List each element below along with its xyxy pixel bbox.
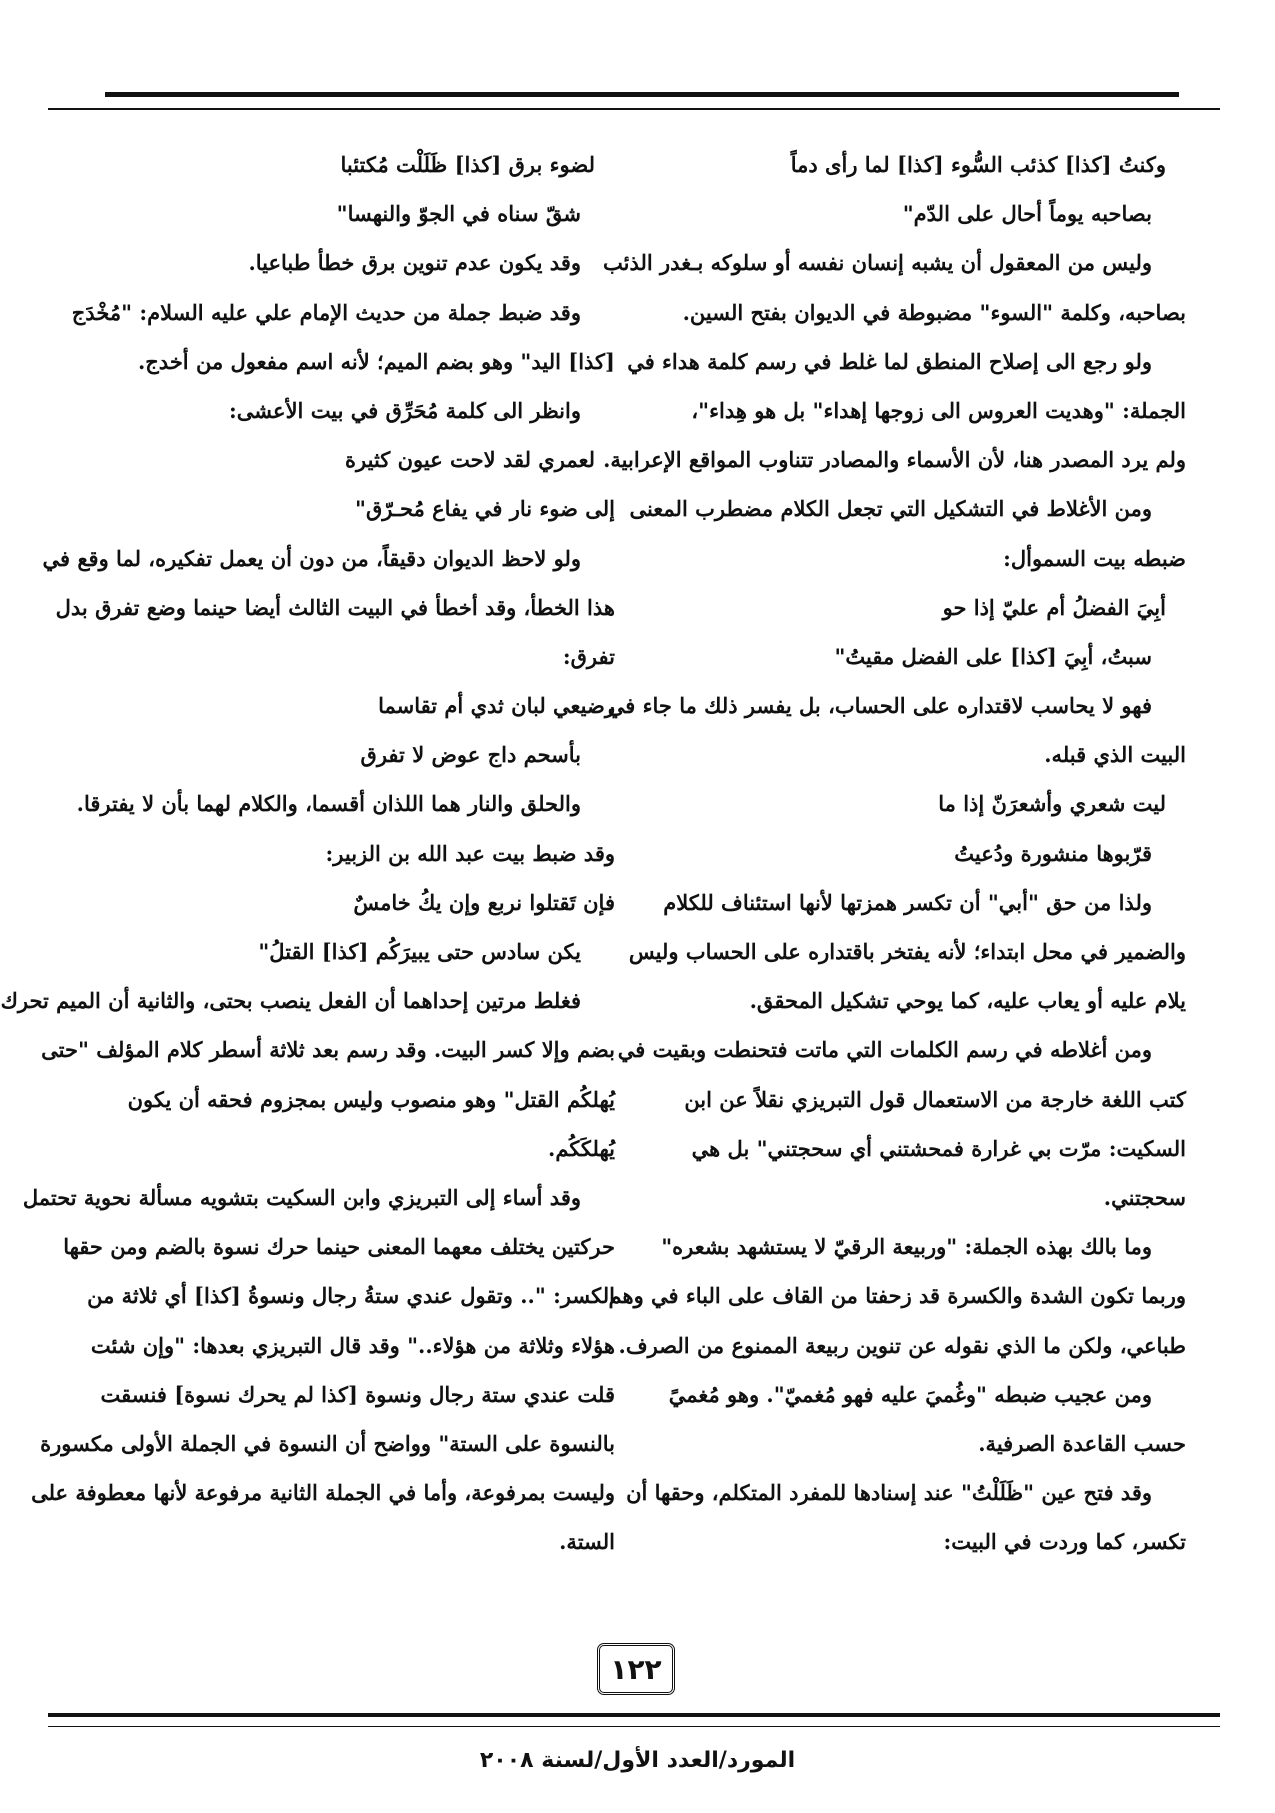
text-line: الجملة: "وهديت العروس الى زوجها إهداء" بل هو هِداء"، [691,397,1186,423]
text-line: ومن أغلاطه في رسم الكلمات التي ماتت فتحنطت وبقيت في [617,1037,1152,1063]
text-line: والحلق والنار هما اللذان أقسما، والكلام لهما بأن لا يفترقا. [76,791,581,817]
text-line: وقد ضبط بيت عبد الله بن الزبير: [325,840,615,866]
text-line: وما بالك بهذه الجملة: "وربيعة الرقيّ لا يستشهد بشعره" [661,1234,1152,1260]
text-line: ولذا من حق "أبي" أن تكسر همزتها لأنها استئناف للكلام [663,889,1152,915]
text-line: وربما تكون الشدة والكسرة قد زحفتا من القاف على الباء في وهم [608,1283,1186,1309]
text-line: وقد فتح عين "ظَلَلْتُ" عند إسنادها للمفرد المتكلم، وحقها أن [626,1480,1152,1506]
text-line: لضوء برق [كذا] ظَلَلْت مُكتئبا [340,152,595,177]
text-line: سبتُ، أبِيَ [كذا] على الفضل مقيتُ" [834,643,1152,669]
text-line: ومن عجيب ضبطه "وغُميَ عليه فهو مُغميّ". وهو مُغميً [668,1381,1152,1407]
text-line: رضيعي لبان ثدي أم تقاسما [378,693,615,719]
header-rule-thick [105,92,1179,97]
text-line: يُهلكُم القتل" وهو منصوب وليس بمجزوم فحقه أن يكون [127,1086,615,1112]
text-line: وقد أساء إلى التبريزي وابن السكيت بتشويه مسألة نحوية تحتمل [22,1184,581,1210]
text-line: قلت عندي ستة رجال ونسوة [كذا لم يحرك نسوة] فنسقت [100,1381,615,1407]
text-line: والضمير في محل ابتداء؛ لأنه يفتخر باقتداره على الحساب وليس [628,939,1186,964]
text-line: ضبطه بيت السموأل: [1003,545,1186,571]
text-line: بصاحبه يوماً أحال على الدّم" [902,201,1152,227]
text-line: وانظر الى كلمة مُحَرِّق في بيت الأعشى: [229,397,581,423]
text-line: يكن سادس حتى يبيرَكُم [كذا] القتلُ" [258,939,581,964]
text-line: لعمري لقد لاحت عيون كثيرة [345,447,595,473]
text-line: وليست بمرفوعة، وأما في الجملة الثانية مرفوعة لأنها معطوفة على [31,1480,615,1506]
text-line: [كذا] اليد" وهو بضم الميم؛ لأنه اسم مفعول من أخدج. [137,348,615,374]
text-line: وليس من المعقول أن يشبه إنسان نفسه أو سلوكه بـغدر الذئب [603,250,1152,276]
text-line: أبِيَ الفضلُ أم عليّ إذا حو [942,594,1166,620]
left-column [0,140,615,1566]
text-line: حركتين يختلف معهما المعنى حينما حرك نسوة بالضم ومن حقها [63,1234,615,1260]
text-line: بالنسوة على الستة" وواضح أن النسوة في الجملة الأولى مكسورة [40,1430,615,1456]
text-line: فهو لا يحاسب لاقتداره على الحساب، بل يفسر ذلك ما جاء في [607,693,1152,719]
text-line: تكسر، كما وردت في البيت: [943,1529,1186,1555]
text-line: قرّبوها منشورة ودُعيتُ [954,840,1152,866]
text-line: ولو لاحظ الديوان دقيقاً، من دون أن يعمل تفكيره، لما وقع في [42,545,581,571]
text-line: هؤلاء وثلاثة من هؤلاء.." وقد قال التبريزي بعدها: "وإن شئت [90,1332,615,1358]
text-line: ولو رجع الى إصلاح المنطق لما غلط في رسم كلمة هداء في [627,348,1152,374]
text-line: فإن تَقتلوا نربع وإن يكُ خامسٌ [353,889,615,915]
text-line: وكنتُ [كذا] كذئب السُّوء [كذا] لما رأى دماً [790,152,1166,177]
text-line: سحجتني. [1103,1184,1186,1210]
text-line: البيت الذي قبله. [1044,742,1186,768]
text-line: الستة. [559,1529,615,1555]
text-line: وقد ضبط جملة من حديث الإمام علي عليه السلام: "مُخْدَج [71,299,581,325]
text-line: إلى ضوء نار في يفاع مُحـرّق" [355,496,615,522]
footer-rule-thin [48,1726,1220,1727]
text-line: طباعي، ولكن ما الذي نقوله عن تنوين ربيعة الممنوع من الصرف. [618,1332,1186,1358]
text-line: كتب اللغة خارجة من الاستعمال قول التبريزي نقلاً عن ابن [684,1086,1186,1112]
text-line: الكسر: ".. وتقول عندي ستةُ رجال ونسوةُ [كذا] أي ثلاثة من [87,1283,615,1309]
page-number [597,1643,675,1695]
text-line: وقد يكون عدم تنوين برق خطأ طباعيا. [248,250,581,276]
text-line: حسب القاعدة الصرفية. [978,1430,1186,1456]
text-line: السكيت: مرّت بي غرارة فمحشتني أي سحجتني" بل هي [691,1135,1186,1161]
text-line: هذا الخطأ، وقد أخطأ في البيت الثالث أيضا حينما وضع تفرق بدل [55,594,615,620]
text-line: شقّ سناه في الجوّ والنهسا" [336,201,581,227]
text-line: يلام عليه أو يعاب عليه، كما يوحي تشكيل المحقق. [749,988,1186,1014]
text-line: ومن الأغلاط في التشكيل التي تجعل الكلام مضطرب المعنى [629,496,1152,522]
text-line: فغلط مرتين إحداهما أن الفعل ينصب بحتى، والثانية أن الميم تحرك [0,988,581,1014]
footer-citation: المورد/العدد الأول/لسنة ٢٠٠٨ [479,1748,796,1773]
text-line: تفرق: [562,643,615,669]
text-line: ولم يرد المصدر هنا، لأن الأسماء والمصادر تتناوب المواقع الإعرابية. [603,447,1186,473]
text-line: بصاحبه، وكلمة "السوء" مضبوطة في الديوان بفتح السين. [682,299,1186,325]
right-column [603,140,1186,1566]
text-line: بضم وإلا كسر البيت. وقد رسم بعد ثلاثة أسطر كلام المؤلف "حتى [41,1037,615,1063]
text-line: ليت شعري وأشعرَنّ إذا ما [938,791,1166,817]
page-number-text: ١٢٢ [610,1652,662,1686]
header-rule-thin [48,108,1220,110]
footer-rule-thick [48,1713,1220,1717]
text-line: بأسحم داج عوض لا تفرق [360,742,581,768]
text-line: يُهلكَكُم. [548,1135,615,1161]
